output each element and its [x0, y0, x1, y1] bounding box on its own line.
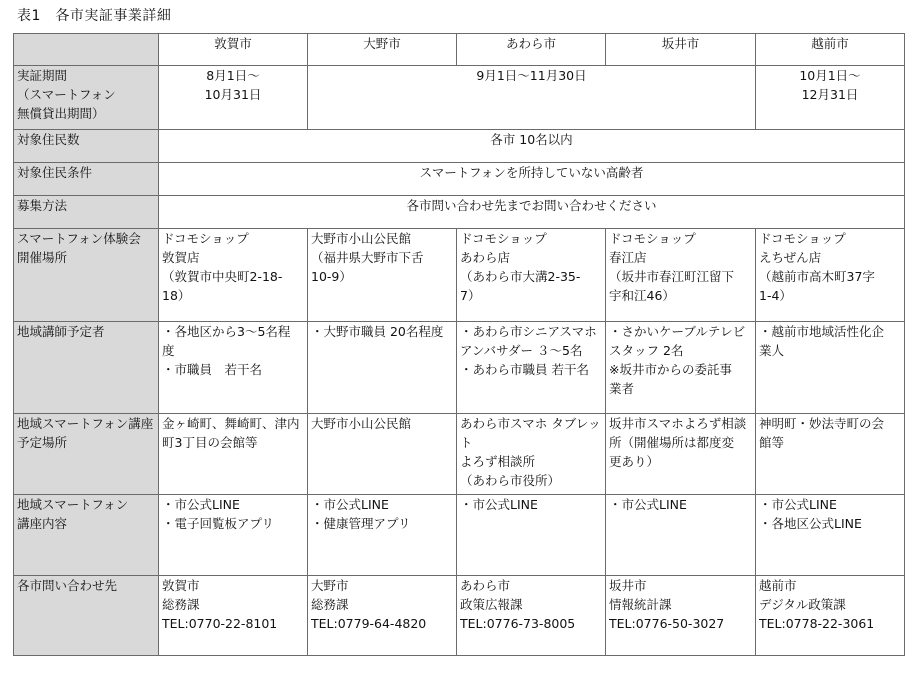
course-venue-echizen: 神明町・妙法寺町の会 館等	[756, 414, 905, 495]
row-label-recruit: 募集方法	[14, 196, 159, 229]
row-instructors	[14, 322, 905, 414]
details-table	[13, 33, 905, 656]
row-course-venue	[14, 414, 905, 495]
period-tsuruga: 8月1日～ 10月31日	[159, 66, 308, 130]
col-header-sakai: 坂井市	[606, 34, 756, 66]
table-caption: 表1 各市実証事業詳細	[17, 8, 172, 24]
col-header-awara: あわら市	[457, 34, 606, 66]
col-header-tsuruga: 敦賀市	[159, 34, 308, 66]
contact-ono: 大野市 総務課 TEL:0779-64-4820	[308, 576, 457, 656]
row-label-residents: 対象住民数	[14, 130, 159, 163]
venue-ono: 大野市小山公民館 （福井県大野市下舌 10-9）	[308, 229, 457, 322]
course-venue-ono: 大野市小山公民館	[308, 414, 457, 495]
instructors-ono: ・大野市職員 20名程度	[308, 322, 457, 414]
row-label-venue: スマートフォン体験会 開催場所	[14, 229, 159, 322]
period-echizen: 10月1日～ 12月31日	[756, 66, 905, 130]
venue-tsuruga: ドコモショップ 敦賀店 （敦賀市中央町2-18- 18）	[159, 229, 308, 322]
course-content-sakai: ・市公式LINE	[606, 495, 756, 576]
row-recruit	[14, 196, 905, 229]
instructors-echizen: ・越前市地域活性化企 業人	[756, 322, 905, 414]
row-contact	[14, 576, 905, 656]
contact-awara: あわら市 政策広報課 TEL:0776-73-8005	[457, 576, 606, 656]
course-content-ono: ・市公式LINE ・健康管理アプリ	[308, 495, 457, 576]
col-header-ono: 大野市	[308, 34, 457, 66]
row-label-period: 実証期間 （スマートフォン 無償貸出期間）	[14, 66, 159, 130]
header-row	[14, 34, 905, 66]
instructors-awara: ・あわら市シニアスマホ アンバサダー ３～5名 ・あわら市職員 若干名	[457, 322, 606, 414]
row-label-contact: 各市問い合わせ先	[14, 576, 159, 656]
period-ono-awara-sakai: 9月1日～11月30日	[308, 66, 756, 130]
course-venue-awara: あわら市スマホ タブレット よろず相談所 （あわら市役所）	[457, 414, 606, 495]
venue-echizen: ドコモショップ えちぜん店 （越前市高木町37字 1-4）	[756, 229, 905, 322]
row-label-conditions: 対象住民条件	[14, 163, 159, 196]
course-venue-sakai: 坂井市スマホよろず相談 所（開催場所は都度変 更あり）	[606, 414, 756, 495]
residents-value: 各市 10名以内	[159, 130, 905, 163]
row-course-content	[14, 495, 905, 576]
contact-tsuruga: 敦賀市 総務課 TEL:0770-22-8101	[159, 576, 308, 656]
row-label-instructors: 地域講師予定者	[14, 322, 159, 414]
recruit-value: 各市問い合わせ先までお問い合わせください	[159, 196, 905, 229]
course-content-echizen: ・市公式LINE ・各地区公式LINE	[756, 495, 905, 576]
course-content-tsuruga: ・市公式LINE ・電子回覧板アプリ	[159, 495, 308, 576]
instructors-sakai: ・さかいケーブルテレビ スタッフ 2名 ※坂井市からの委託事 業者	[606, 322, 756, 414]
course-content-awara: ・市公式LINE	[457, 495, 606, 576]
corner-cell	[14, 34, 159, 66]
instructors-tsuruga: ・各地区から3～5名程 度 ・市職員 若干名	[159, 322, 308, 414]
row-period	[14, 66, 905, 130]
contact-sakai: 坂井市 情報統計課 TEL:0776-50-3027	[606, 576, 756, 656]
course-venue-tsuruga: 金ヶ崎町、舞崎町、津内 町3丁目の会館等	[159, 414, 308, 495]
col-header-echizen: 越前市	[756, 34, 905, 66]
venue-awara: ドコモショップ あわら店 （あわら市大溝2-35- 7）	[457, 229, 606, 322]
venue-sakai: ドコモショップ 春江店 （坂井市春江町江留下 宇和江46）	[606, 229, 756, 322]
row-label-course-content: 地域スマートフォン 講座内容	[14, 495, 159, 576]
row-residents	[14, 130, 905, 163]
contact-echizen: 越前市 デジタル政策課 TEL:0778-22-3061	[756, 576, 905, 656]
row-conditions	[14, 163, 905, 196]
row-label-course-venue: 地域スマートフォン講座 予定場所	[14, 414, 159, 495]
row-venue	[14, 229, 905, 322]
conditions-value: スマートフォンを所持していない高齢者	[159, 163, 905, 196]
